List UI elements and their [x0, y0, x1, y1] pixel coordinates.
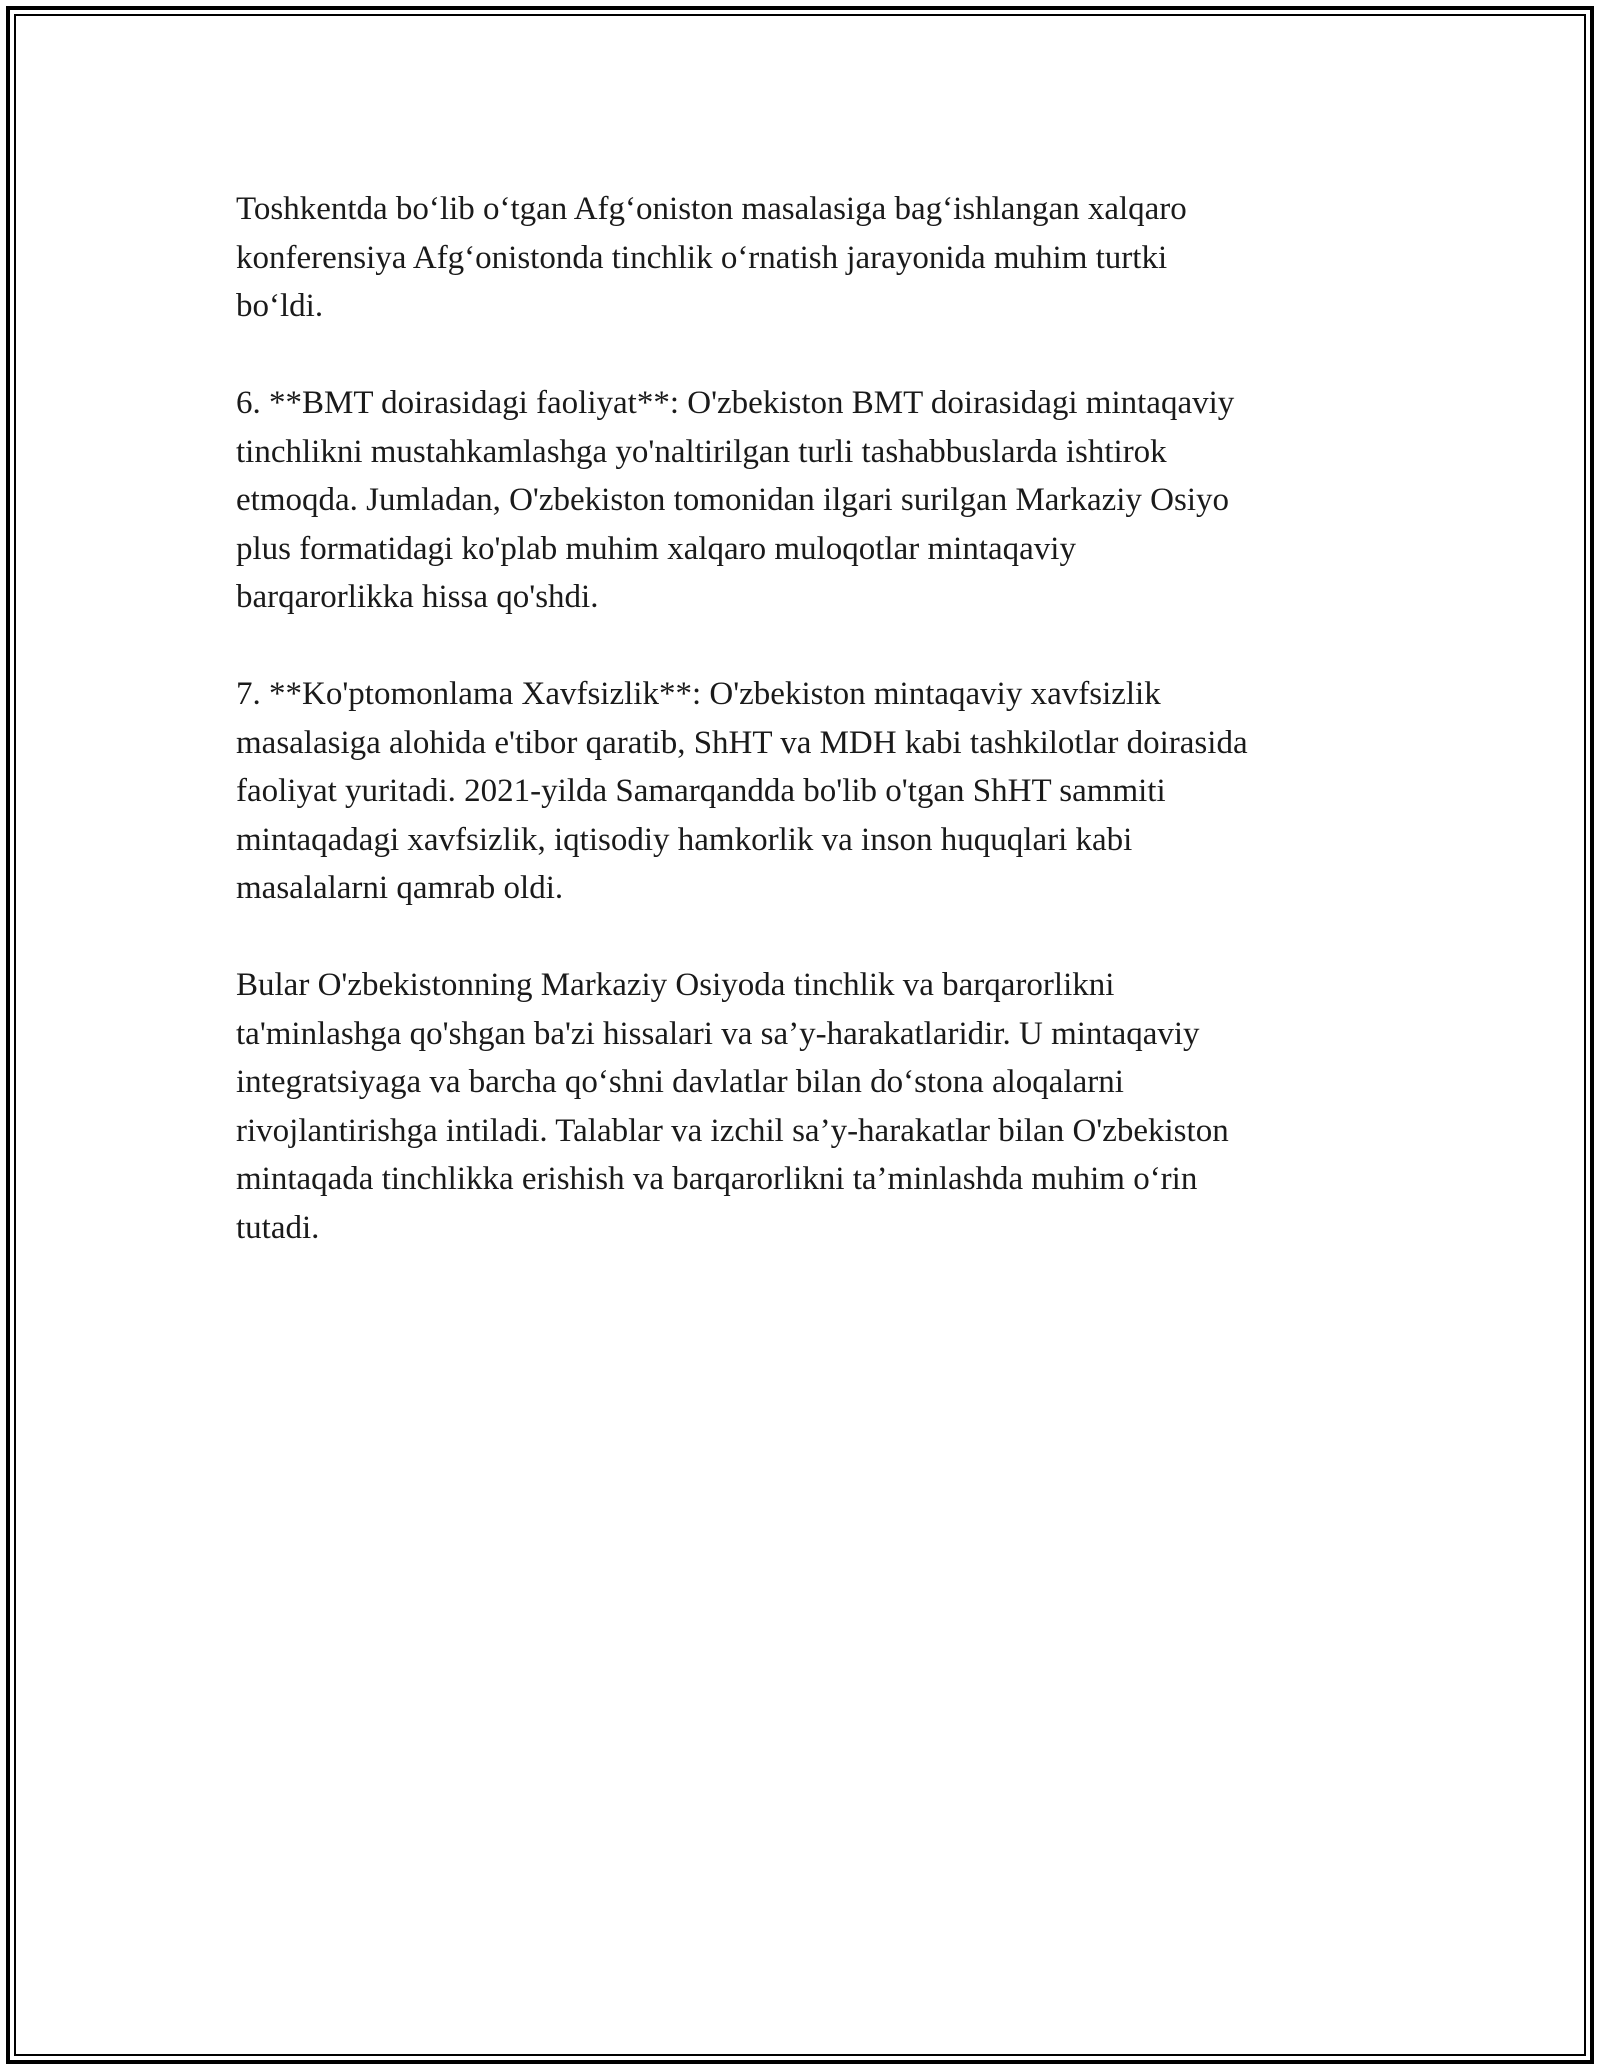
- paragraph-un-activity: 6. **BMT doirasidagi faoliyat**: O'zbekiston BMT doirasidagi mintaqaviy tinchlikni mustahkamlashga yo'naltirilgan turli tashabbuslarda ishtirok etmoqda. Jumladan, O'zbekiston tomonidan ilgari surilgan Markaziy Osiyo plus formatidagi ko'plab muhim xalqaro muloqotlar mintaqaviy barqarorlikka hissa qo'shdi.: [236, 385, 1235, 615]
- paragraph-conclusion: Bular O'zbekistonning Markaziy Osiyoda tinchlik va barqarorlikni ta'minlashga qo'shgan ba'zi hissalari va sa’y-harakatlaridir. U mintaqaviy integratsiyaga va barcha qo‘shni davlatlar bilan do‘stona aloqalarni rivojlantirishga intiladi. Talablar va izchil sa’y-harakatlar bilan O'zbekiston mintaqada tinchlikka erishish va barqarorlikni ta’minlashda muhim o‘rin tutadi.: [236, 967, 1229, 1246]
- document-body: [236, 185, 1386, 1301]
- paragraph-afghanistan-conference: Toshkentda bo‘lib o‘tgan Afg‘oniston masalasiga bag‘ishlangan xalqaro konferensiya Afg‘onistonda tinchlik o‘rnatish jarayonida muhim turtki bo‘ldi.: [236, 191, 1187, 324]
- paragraph-multilateral-security: 7. **Ko'ptomonlama Xavfsizlik**: O'zbekiston mintaqaviy xavfsizlik masalasiga alohida e'tibor qaratib, ShHT va MDH kabi tashkilotlar doirasida faoliyat yuritadi. 2021-yilda Samarqandda bo'lib o'tgan ShHT sammiti mintaqadagi xavfsizlik, iqtisodiy hamkorlik va inson huquqlari kabi masalalarni qamrab oldi.: [236, 676, 1248, 906]
